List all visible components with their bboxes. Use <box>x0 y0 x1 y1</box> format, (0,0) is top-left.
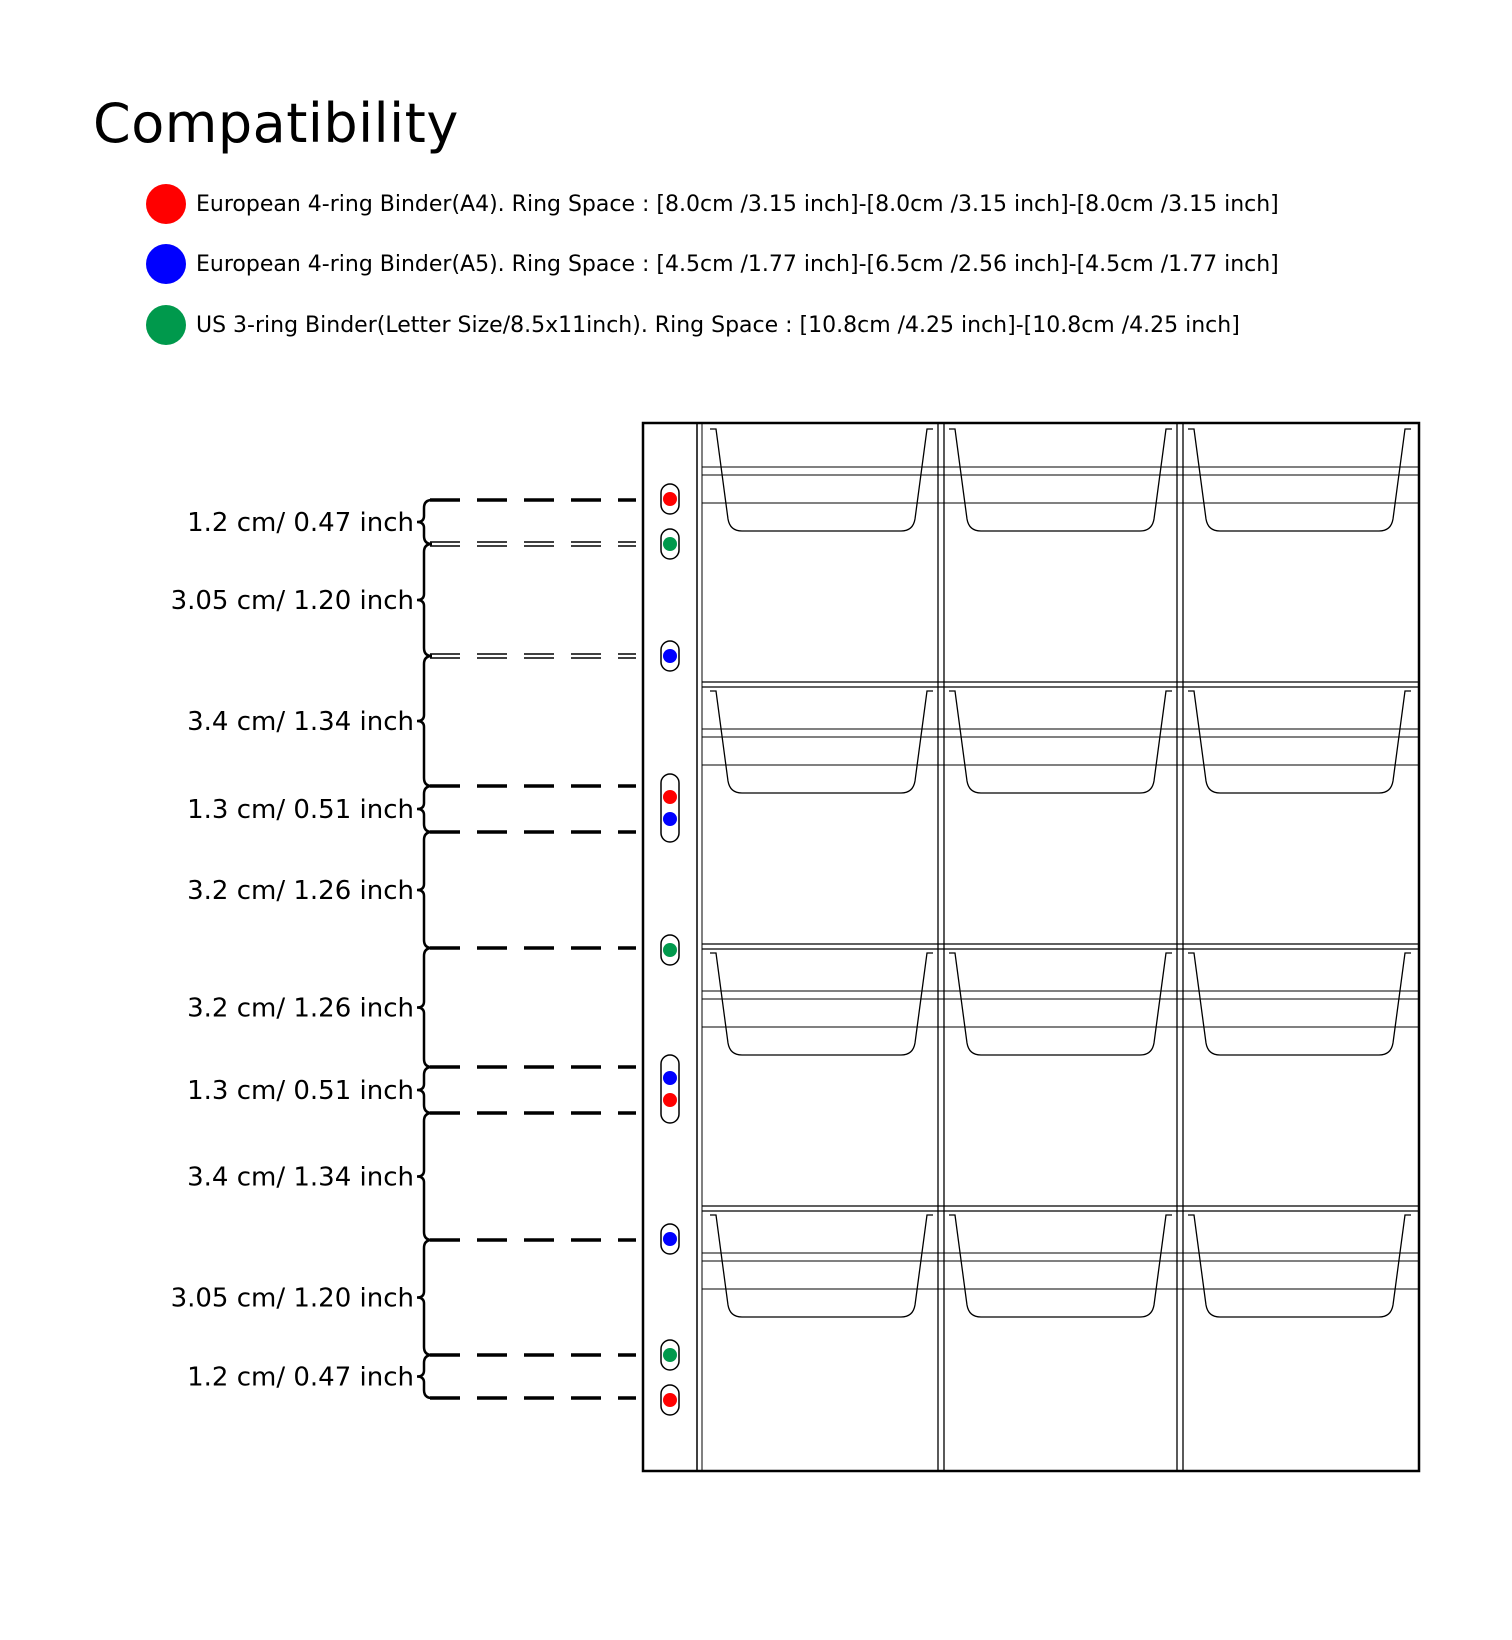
red-dot-icon <box>663 790 677 804</box>
binder-sheet <box>643 423 1419 1471</box>
dimension-label: 1.3 cm/ 0.51 inch <box>187 795 414 825</box>
green-dot-icon <box>663 537 677 551</box>
dimension-label: 3.05 cm/ 1.20 inch <box>170 586 414 616</box>
legend-label: European 4-ring Binder(A4). Ring Space : [8.0cm /3.15 inch]-[8.0cm /3.15 inch]-[8.0cm /3.15 inch] <box>196 191 1279 217</box>
dimension-label: 3.2 cm/ 1.26 inch <box>187 876 414 906</box>
dimension-brace <box>417 1113 432 1240</box>
dimension-brace <box>417 1355 432 1398</box>
ring-hole <box>661 774 679 842</box>
legend-label: US 3-ring Binder(Letter Size/8.5x11inch). Ring Space : [10.8cm /4.25 inch]-[10.8cm /4.25 inch] <box>196 312 1240 338</box>
dimension-label: 3.2 cm/ 1.26 inch <box>187 993 414 1024</box>
dimension-brace <box>417 1240 432 1355</box>
dimension-brace <box>417 786 432 832</box>
dimension-brace <box>417 500 432 544</box>
dimension-labels <box>171 508 414 1393</box>
legend-label: European 4-ring Binder(A5). Ring Space : [4.5cm /1.77 inch]-[6.5cm /2.56 inch]-[4.5cm /1.77 inch] <box>196 251 1279 277</box>
blue-dot-icon <box>663 1071 677 1085</box>
green-dot-icon <box>663 943 677 957</box>
dimension-label: 1.2 cm/ 0.47 inch <box>187 508 414 538</box>
red-dot-icon <box>663 492 677 506</box>
dimension-label: 1.2 cm/ 0.47 inch <box>187 1362 414 1393</box>
dimension-brace <box>417 544 432 656</box>
blue-dot-icon <box>663 1232 677 1246</box>
blue-dot-icon <box>663 649 677 663</box>
dimension-brace <box>417 832 432 948</box>
red-dot-icon <box>663 1093 677 1107</box>
dimension-label: 1.3 cm/ 0.51 inch <box>187 1076 414 1106</box>
green-dot-icon <box>663 1348 677 1362</box>
page-title: Compatibility <box>93 92 459 155</box>
dimension-label: 3.4 cm/ 1.34 inch <box>187 707 414 737</box>
dimension-braces <box>417 500 432 1398</box>
dimension-brace <box>417 656 432 786</box>
guide-lines <box>430 500 636 1398</box>
dimension-label: 3.05 cm/ 1.20 inch <box>170 1283 414 1314</box>
dimension-brace <box>417 948 432 1067</box>
ring-hole <box>661 1055 679 1123</box>
blue-dot-icon <box>663 812 677 826</box>
red-dot-icon <box>663 1393 677 1407</box>
dimension-label: 3.4 cm/ 1.34 inch <box>187 1162 414 1193</box>
dimension-brace <box>417 1067 432 1113</box>
sheet-outline <box>643 423 1419 1471</box>
